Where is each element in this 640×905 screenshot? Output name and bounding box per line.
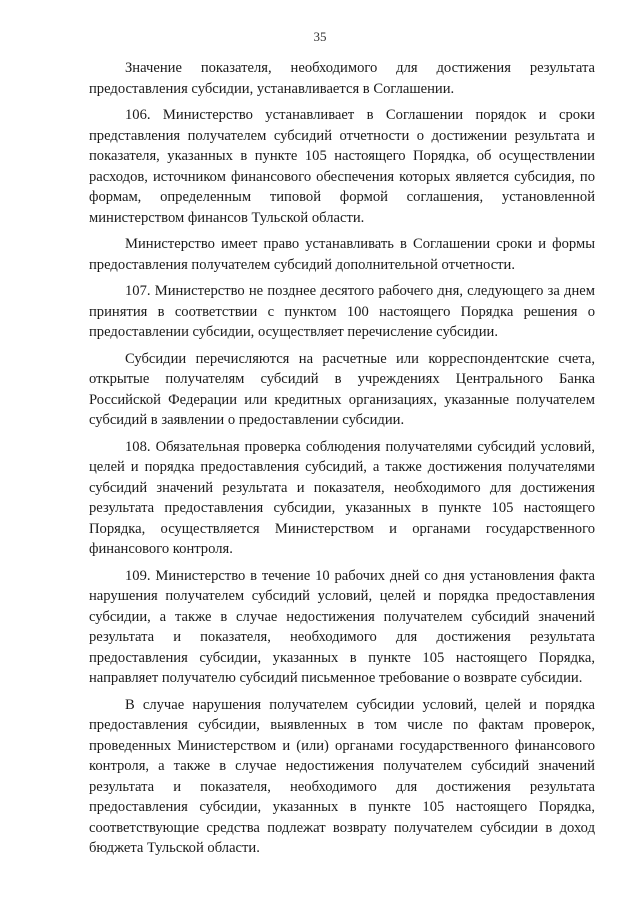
paragraph-106-additional-reporting: Министерство имеет право устанавливать в Соглашении сроки и формы предоставления получателем субсидий дополнительной отчетности. — [89, 236, 595, 273]
paragraph-109-refund-case: В случае нарушения получателем субсидии условий, целей и порядка предоставления субсидии, выявленных в том числе по фактам проверок, проведенных Министерством и (или) органами государственного финансового контроля, а также в случае недостижения получателем субсидий значений результата и показателя, необходимого для достижения результата предоставления субсидии, указанных в пункте 105 настоящего Порядка, соответствующие средства подлежат возврату получателем субсидии в доход бюджета Тульской области. — [89, 696, 595, 856]
paragraph-value-note: Значение показателя, необходимого для достижения результата предоставления субсидии, устанавливается в Соглашении. — [89, 60, 595, 97]
paragraph-107-transfer-accounts: Субсидии перечисляются на расчетные или корреспондентские счета, открытые получателям субсидий в учреждениях Центрального Банка Российской Федерации или кредитных организациях, указанные получателем субсидий в заявлении о предоставлении субсидии. — [89, 350, 595, 428]
paragraph-108: 108. Обязательная проверка соблюдения получателями субсидий условий, целей и порядка предоставления субсидий, а также достижения получателями субсидий значений результата и показателя, необходимого для достижения результата предоставления субсидии, указанных в пункте 105 настоящего Порядка, осуществляется Министерством и органами государственного финансового контроля. — [89, 438, 595, 557]
page-number: 35 — [313, 29, 327, 44]
document-body — [89, 58, 595, 859]
paragraph-109: 109. Министерство в течение 10 рабочих дней со дня установления факта нарушения получателем субсидий условий, целей и порядка предоставления субсидии, а также в случае недостижения получателем субсидий значений результата и показателя, необходимого для достижения результата предоставления субсидии, указанных в пункте 105 настоящего Порядка, направляет получателю субсидий письменное требование о возврате субсидии. — [89, 567, 595, 686]
paragraph-107: 107. Министерство не позднее десятого рабочего дня, следующего за днем принятия в соответствии с пунктом 100 настоящего Порядка решения о предоставлении субсидии, осуществляет перечисление субсидии. — [89, 283, 595, 340]
paragraph-106: 106. Министерство устанавливает в Соглашении порядок и сроки представления получателем субсидий отчетности о достижении результата и показателя, указанных в пункте 105 настоящего Порядка, об осуществлении расходов, источником финансового обеспечения которых является субсидия, по формам, определенным типовой формой соглашения, установленной министерством финансов Тульской области. — [89, 107, 595, 226]
